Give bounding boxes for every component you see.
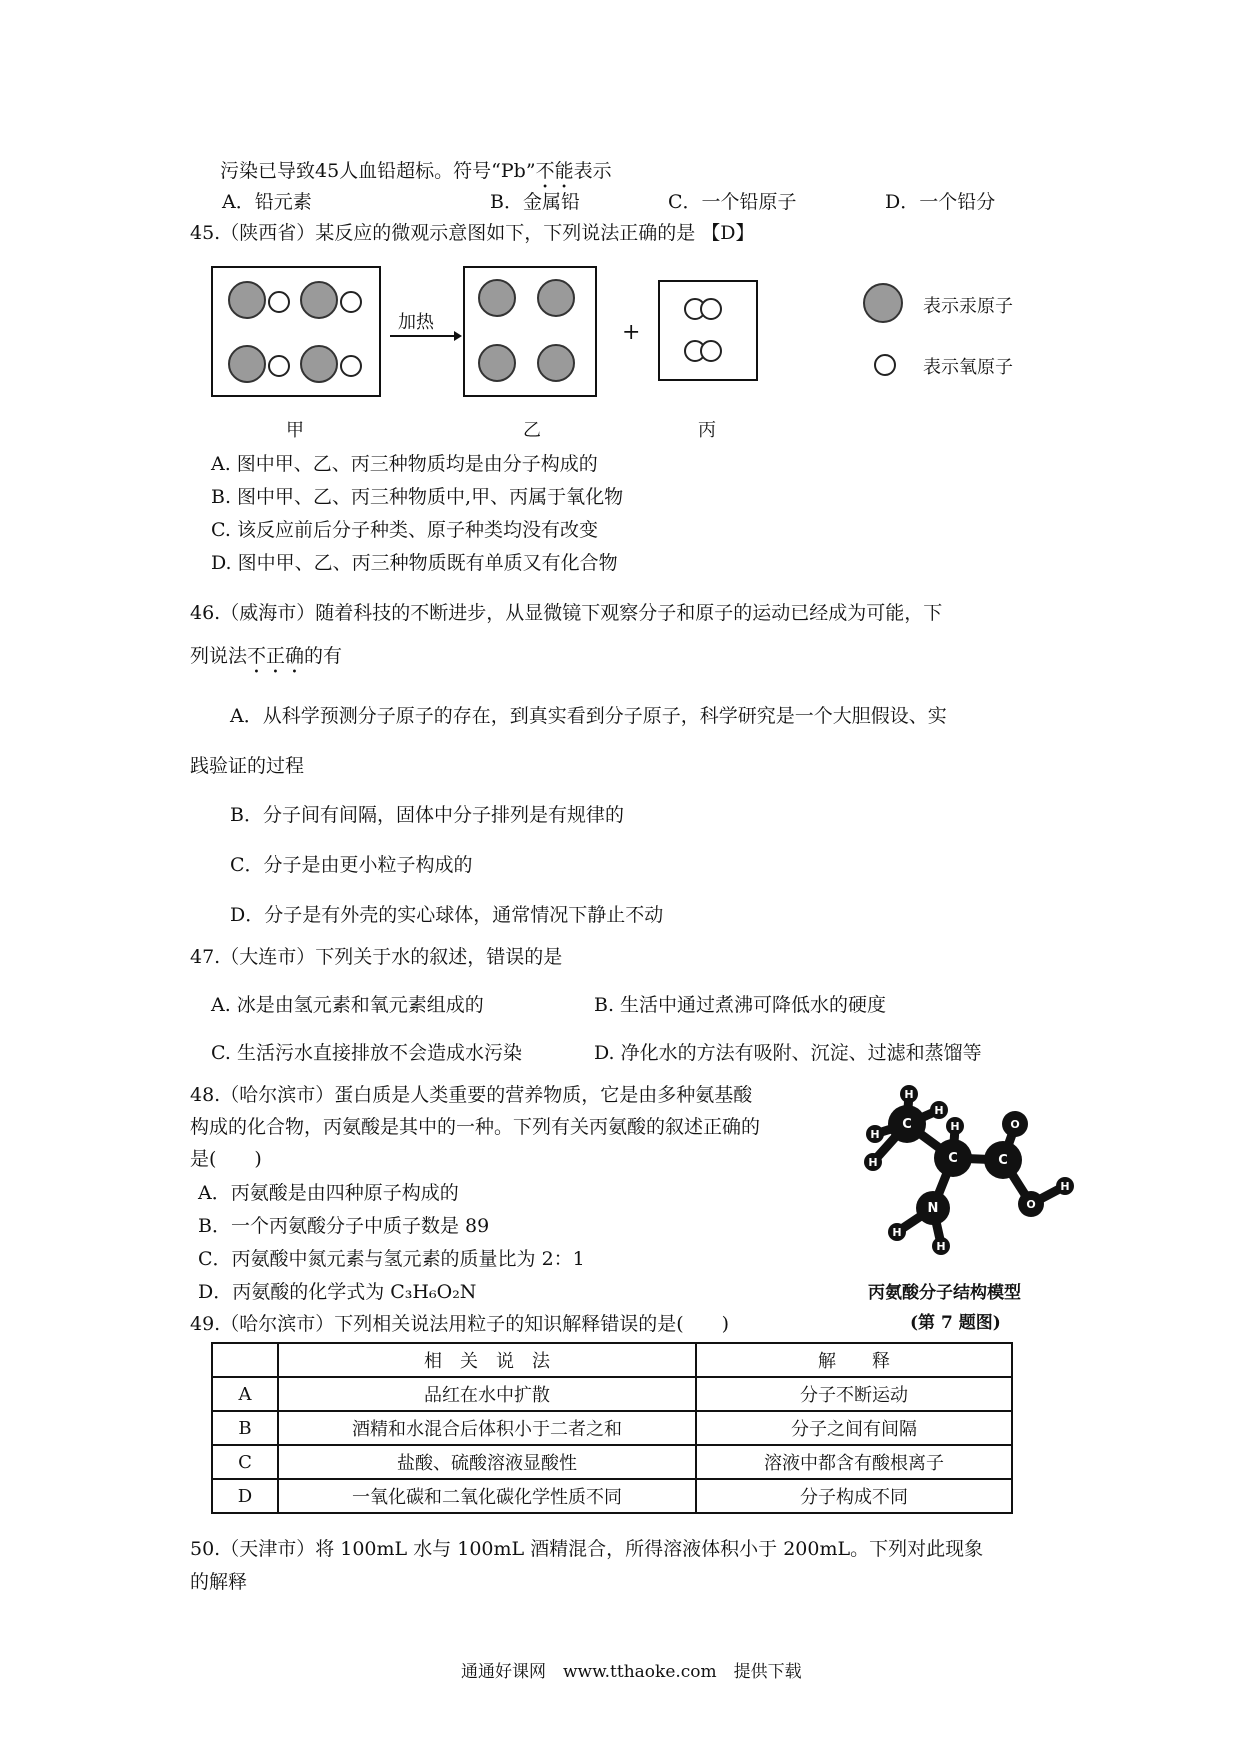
mol-letter: C bbox=[902, 1117, 912, 1132]
table-cell: 溶液中都含有酸根离子 bbox=[696, 1445, 1012, 1479]
legend-oxygen-text: 表示氧原子 bbox=[923, 357, 1013, 378]
q47-stem: 47.（大连市）下列关于水的叙述，错误的是 bbox=[190, 946, 563, 968]
mercury-atom bbox=[300, 345, 338, 383]
mol-letter: H bbox=[950, 1120, 960, 1133]
mol-letter: C bbox=[948, 1151, 958, 1166]
table-row bbox=[212, 1479, 1012, 1513]
mercury-atom bbox=[478, 279, 516, 317]
arrow-label: 加热 bbox=[398, 312, 434, 333]
q46-option-c: C．分子是由更小粒子构成的 bbox=[230, 854, 473, 876]
table-row bbox=[212, 1411, 1012, 1445]
table-cell: 品红在水中扩散 bbox=[278, 1377, 696, 1411]
table-cell: 一氧化碳和二氧化碳化学性质不同 bbox=[278, 1479, 696, 1513]
q49-table bbox=[211, 1342, 1013, 1514]
table-header-cell: 相 关 说 法 bbox=[278, 1343, 696, 1377]
q47-option-a: A. 冰是由氢元素和氧元素组成的 bbox=[211, 994, 484, 1016]
mol-letter: N bbox=[927, 1201, 939, 1216]
mol-letter: H bbox=[904, 1088, 914, 1101]
mercury-atom bbox=[228, 345, 266, 383]
mercury-atom bbox=[537, 279, 575, 317]
q44-stem-text: 污染已导致45人血铅超标。符号“Pb” bbox=[220, 160, 536, 182]
legend-mercury-icon bbox=[863, 283, 903, 323]
table-cell: A bbox=[212, 1377, 278, 1411]
q45-stem: 45.（陕西省）某反应的微观示意图如下，下列说法正确的是 【D】 bbox=[190, 222, 755, 244]
oxygen-atom bbox=[268, 355, 290, 377]
mol-letter: H bbox=[870, 1128, 880, 1141]
q44-option-d: D．一个铅分 bbox=[885, 191, 996, 213]
legend-mercury-text: 表示汞原子 bbox=[923, 296, 1013, 317]
q48-stem-line3: 是( ) bbox=[190, 1148, 262, 1170]
q48-option-c: C．丙氨酸中氮元素与氢元素的质量比为 2：1 bbox=[198, 1248, 585, 1270]
q48-stem-line2: 构成的化合物，丙氨酸是其中的一种。下列有关丙氨酸的叙述正确的 bbox=[190, 1116, 761, 1138]
table-cell: C bbox=[212, 1445, 278, 1479]
page-footer: 通通好课网 www.tthaoke.com 提供下载 bbox=[461, 1662, 802, 1682]
q46-option-a-line1: A．从科学预测分子原子的存在，到真实看到分子原子，科学研究是一个大胆假设、实 bbox=[230, 705, 947, 727]
q49-stem: 49.（哈尔滨市）下列相关说法用粒子的知识解释错误的是( ) bbox=[190, 1313, 730, 1335]
q44-stem-end: 表示 bbox=[573, 160, 612, 182]
q46-stem-line1: 46.（威海市）随着科技的不断进步，从显微镜下观察分子和原子的运动已经成为可能，下 bbox=[190, 602, 943, 624]
oxygen-atom bbox=[340, 291, 362, 313]
label-bing: 丙 bbox=[698, 420, 716, 441]
q45-option-b: B. 图中甲、乙、丙三种物质中,甲、丙属于氧化物 bbox=[211, 486, 624, 508]
q48-option-a: A．丙氨酸是由四种原子构成的 bbox=[198, 1182, 459, 1204]
oxygen-atom bbox=[700, 298, 722, 320]
mercury-atom bbox=[537, 344, 575, 382]
q48-option-b: B．一个丙氨酸分子中质子数是 89 bbox=[198, 1215, 490, 1237]
mol-letter: H bbox=[934, 1104, 944, 1117]
mol-letter: C bbox=[998, 1153, 1008, 1168]
table-header-row bbox=[212, 1343, 1012, 1377]
q47-option-c: C. 生活污水直接排放不会造成水污染 bbox=[211, 1042, 522, 1064]
q46-option-b: B．分子间有间隔，固体中分子排列是有规律的 bbox=[230, 804, 624, 826]
label-yi: 乙 bbox=[523, 420, 541, 441]
mol-letter: O bbox=[1026, 1198, 1036, 1211]
mercury-atom bbox=[300, 281, 338, 319]
table-cell: 分子不断运动 bbox=[696, 1377, 1012, 1411]
table-cell: 盐酸、硫酸溶液显酸性 bbox=[278, 1445, 696, 1479]
q45-option-c: C. 该反应前后分子种类、原子种类均没有改变 bbox=[211, 519, 598, 541]
oxygen-atom bbox=[268, 291, 290, 313]
q46-option-d: D．分子是有外壳的实心球体，通常情况下静止不动 bbox=[230, 904, 664, 926]
mol-letter: H bbox=[868, 1156, 878, 1169]
q48-option-d: D．丙氨酸的化学式为 C₃H₆O₂N bbox=[198, 1281, 477, 1303]
q44-option-a: A．铅元素 bbox=[222, 191, 312, 213]
table-cell: 酒精和水混合后体积小于二者之和 bbox=[278, 1411, 696, 1445]
q48-stem-line1: 48.（哈尔滨市）蛋白质是人类重要的营养物质，它是由多种氨基酸 bbox=[190, 1084, 753, 1106]
oxygen-atom bbox=[340, 355, 362, 377]
reaction-arrow-icon bbox=[390, 330, 462, 342]
q47-option-d: D. 净化水的方法有吸附、沉淀、过滤和蒸馏等 bbox=[594, 1042, 982, 1064]
label-jia: 甲 bbox=[286, 420, 304, 441]
q45-option-a: A. 图中甲、乙、丙三种物质均是由分子构成的 bbox=[211, 453, 598, 475]
q44-option-c: C．一个铅原子 bbox=[668, 191, 797, 213]
table-cell: B bbox=[212, 1411, 278, 1445]
molecule-figure-note: (第 7 题图) bbox=[910, 1313, 1001, 1333]
mol-letter: H bbox=[936, 1240, 946, 1253]
q46-stem-pre: 列说法 bbox=[190, 645, 248, 667]
alanine-molecule-model bbox=[845, 1080, 1085, 1280]
mercury-atom bbox=[478, 344, 516, 382]
q46-option-a-line2: 践验证的过程 bbox=[190, 755, 305, 777]
q47-option-b: B. 生活中通过煮沸可降低水的硬度 bbox=[594, 994, 887, 1016]
mol-letter: H bbox=[892, 1226, 902, 1239]
legend-oxygen-icon bbox=[874, 354, 896, 376]
q44-stem-emphasis: 不能 bbox=[535, 160, 574, 182]
table-cell: 分子构成不同 bbox=[696, 1479, 1012, 1513]
q46-stem-line2 bbox=[190, 643, 342, 678]
table-cell: D bbox=[212, 1479, 278, 1513]
mol-letter: O bbox=[1010, 1118, 1020, 1131]
q50-stem-line2: 的解释 bbox=[190, 1571, 248, 1593]
product-box-bing bbox=[658, 280, 758, 381]
plus-sign: + bbox=[622, 320, 641, 345]
q50-stem-line1: 50.（天津市）将 100mL 水与 100mL 酒精混合，所得溶液体积小于 200mL。下列对此现象 bbox=[190, 1538, 984, 1560]
q44-stem bbox=[220, 158, 612, 193]
oxygen-atom bbox=[700, 340, 722, 362]
mol-letter: H bbox=[1060, 1180, 1070, 1193]
table-row bbox=[212, 1445, 1012, 1479]
q46-stem-post: 的有 bbox=[304, 645, 343, 667]
mercury-atom bbox=[228, 281, 266, 319]
q44-option-b: B．金属铅 bbox=[490, 191, 580, 213]
table-cell: 分子之间有间隔 bbox=[696, 1411, 1012, 1445]
table-header-cell: 解 释 bbox=[696, 1343, 1012, 1377]
molecule-caption: 丙氨酸分子结构模型 bbox=[868, 1283, 1021, 1303]
q45-option-d: D. 图中甲、乙、丙三种物质既有单质又有化合物 bbox=[211, 552, 618, 574]
table-row bbox=[212, 1377, 1012, 1411]
q46-stem-emphasis: 不正确 bbox=[247, 645, 305, 667]
table-header-cell bbox=[212, 1343, 278, 1377]
